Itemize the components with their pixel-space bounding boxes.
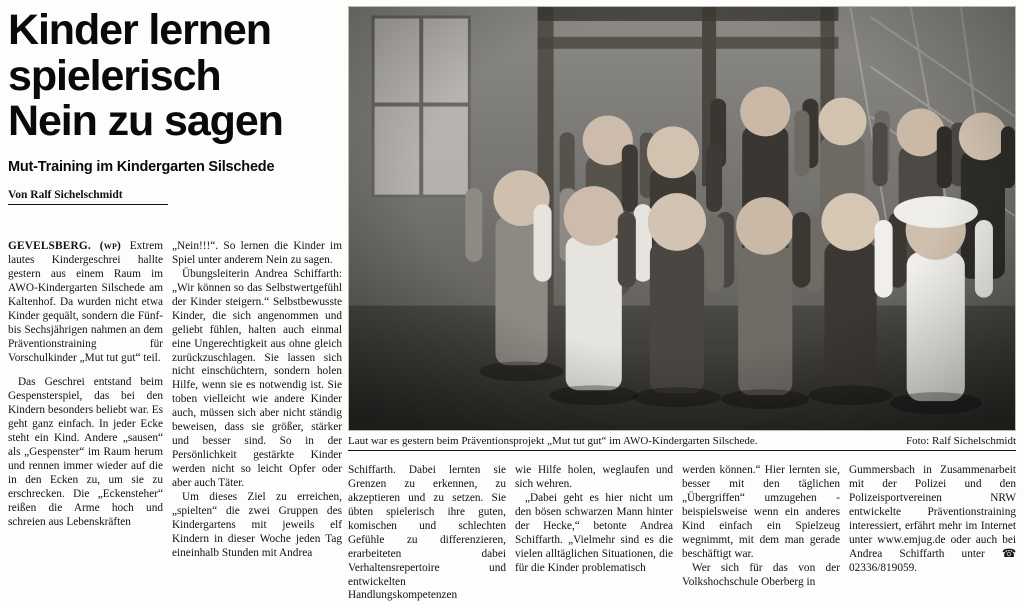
body-column-4 — [515, 464, 682, 603]
paragraph: Übungsleiterin Andrea Schiffarth: „Wir können so das Selbstwertgefühl der Kinder steigern.“ Selbstbewusste Kinder, die sich angenommen und geliebt fühlen, halten auch einmal eine Ungerechtigkeit aus ohne gleich zurückzuschlagen. Sie lassen sich nicht einschüchtern, sondern holen Hilfe, wenn sie es notwendig ist. Sie toben vielleicht wie andere Kinder auch, müssen sich aber nicht ständig beweisen, dass sie größer, stärker und besser sind. So in der Persönlichkeit gestärkte Kinder werden nicht so leicht Opfer oder aber auch Täter. — [172, 267, 342, 489]
paragraph: werden können.“ Hier lernten sie, besser mit den täglichen „Übergriffen“ umzugehen - beispielsweise wenn ein anderes Kind einfach ein Spielzeug wegnimmt, mit dem man gerade beschäftigt war. — [682, 464, 840, 560]
paragraph: „Dabei geht es hier nicht um den bösen schwarzen Mann hinter der Hecke,“ betonte Andrea Schiffarth. „Vielmehr sind es die vielen alltäglichen Situationen, die für die Kinder problematisch — [515, 491, 673, 574]
dateline: GEVELSBERG. (wp) — [8, 240, 122, 252]
paragraph — [8, 240, 163, 365]
body-column-3 — [348, 464, 515, 603]
headline-line-3: Nein zu sagen — [8, 97, 283, 146]
photo-caption: Laut war es gestern beim Präventionsprojekt „Mut tut gut“ im AWO-Kindergarten Silschede. — [348, 435, 758, 447]
body-column-1 — [8, 240, 172, 561]
paragraph: Schiffarth. Dabei lernten sie Grenzen zu erkennen, zu akzeptieren und zu setzen. Sie übten spielerisch ihre guten, komischen und schlechten Gefühle zu differenzieren, erarbeiteten dabei Verhaltensrepertoire und entwickelten Handlungskompetenzen — [348, 464, 506, 602]
body-column-2 — [172, 240, 342, 561]
paragraph: wie Hilfe holen, weglaufen und sich wehren. — [515, 464, 673, 490]
article-photo — [348, 6, 1016, 431]
paragraph: Gummersbach in Zusammenarbeit mit der Polizei und den Polizeisportvereinen NRW entwickelte Präventionstraining interessiert, erfährt mehr im Internet unter www.emjug.de oder auch bei Andrea Schiffarth unter ☎ 02336/819059. — [849, 464, 1016, 574]
paragraph: Um dieses Ziel zu erreichen, „spielten“ die zwei Gruppen des Kindergartens mit jeweils elf Kindern in dieser Woche jeden Tag eineinhalb Stunden mit Andrea — [172, 490, 342, 559]
body-column-5 — [682, 464, 849, 603]
subheadline: Mut-Training im Kindergarten Silschede — [8, 158, 275, 175]
paragraph: „Nein!!!“. So lernen die Kinder im Spiel unter anderem Nein zu sagen. — [172, 240, 342, 266]
paragraph: Das Geschrei entstand beim Gespensterspiel, das bei den Kindern besonders beliebt war. Es geht ganz einfach. In jeder Ecke steht ein Kind. Andere „sausen“ als „Gespenster“ im Raum herum und rennen immer wieder auf die in den Ecken zu, um sie zu erschrecken. Die „Eckensteher“ reißen die Arme hoch und schreien aus Lebenskräften — [8, 376, 163, 528]
headline-line-2: spielerisch — [8, 51, 221, 100]
page-title — [8, 8, 338, 145]
paragraph: Wer sich für das von der Volkshochschule Oberberg in — [682, 561, 840, 588]
photo-caption-row — [348, 435, 1016, 451]
upper-body-columns — [8, 240, 348, 561]
paragraph-text: Extrem lautes Kindergeschrei hallte gestern aus einem Raum im AWO-Kindergarten Silschede am Kaltenhof. Da wurden nicht etwa Kinder gequält, sondern die Fünf- bis Sechsjährigen nahmen an dem Präventionstraining für Vorschulkinder „Mut tut gut“ teil. — [8, 240, 164, 364]
headline-block — [8, 6, 338, 205]
body-column-6 — [849, 464, 1016, 603]
photo-illustration — [349, 7, 1015, 430]
photo-block — [348, 6, 1016, 451]
lower-body-columns — [348, 464, 1016, 603]
byline: Von Ralf Sichelschmidt — [8, 189, 168, 205]
headline-line-1: Kinder lernen — [8, 6, 271, 54]
photo-credit: Foto: Ralf Sichelschmidt — [906, 435, 1016, 447]
